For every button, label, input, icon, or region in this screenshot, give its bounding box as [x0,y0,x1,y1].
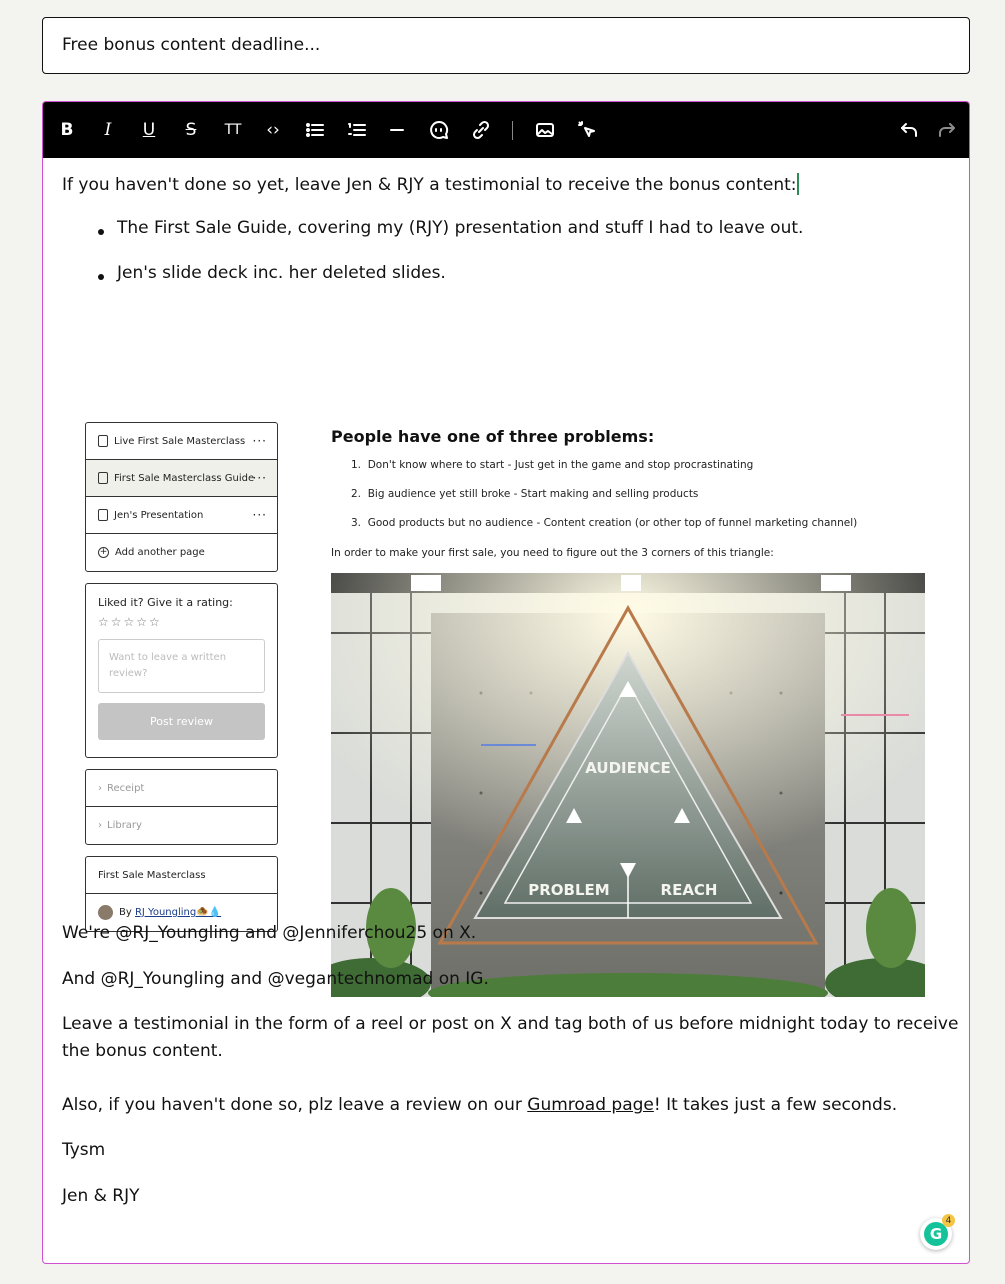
insert-button-button[interactable] [573,116,601,144]
code-button[interactable]: ‹› [266,120,280,140]
guide-heading: People have one of three problems: [331,427,655,446]
nav-links [85,769,278,845]
poster-audience-label: AUDIENCE [585,759,671,777]
rating-card [85,583,278,758]
avatar [98,905,113,920]
product-card [85,856,278,932]
rating-title: Liked it? Give it a rating: [98,596,233,609]
editor-toolbar [43,102,969,158]
page-label: First Sale Masterclass Guide [114,472,255,484]
star-rating[interactable]: ☆☆☆☆☆ [98,615,162,629]
undo-button[interactable] [895,116,923,144]
bullet-list-button[interactable] [301,116,329,144]
redo-button[interactable] [933,116,961,144]
problem-item [351,517,857,529]
poster-reach-label: REACH [660,881,718,899]
page-item[interactable] [86,460,277,497]
embedded-screenshot[interactable] [85,422,925,997]
grammarly-icon: G [924,1222,948,1246]
insert-image-button[interactable] [531,116,559,144]
page-item[interactable] [86,497,277,534]
triangle-note: In order to make your first sale, you need to figure out the 3 corners of this triangle: [331,547,774,559]
chevron-right-icon: › [98,820,102,831]
intro-text: If you haven't done so yet, leave Jen & RJY a testimonial to receive the bonus content: [62,175,797,195]
page-label: Jen's Presentation [114,509,204,521]
add-page-label: Add another page [115,547,205,558]
quote-bubble-icon [429,120,449,140]
video-page-icon [98,435,108,447]
bold-button[interactable]: B [60,120,74,140]
problem-text: Don't know where to start - Just get in the game and stop procrastinating [367,459,754,471]
thanks-paragraph: Tysm [62,1140,106,1160]
grammarly-badge: 4 [942,1214,955,1227]
problem-item [351,459,753,471]
bullet-list-icon [305,120,325,140]
list-item: The First Sale Guide, covering my (RJY) presentation and stuff I had to leave out. [117,218,804,238]
ig-handles-paragraph: And @RJ_Youngling and @vegantechnomad on IG. [62,969,489,989]
author-link[interactable]: RJ Youngling🧆💧 [134,907,222,918]
by-label: By [119,907,132,918]
receipt-link[interactable] [86,770,277,807]
quote-button[interactable] [425,116,453,144]
link-button[interactable] [467,116,495,144]
redo-icon [937,120,957,140]
receipt-label: Receipt [107,782,145,794]
horizontal-rule-button[interactable] [383,116,411,144]
strikethrough-button[interactable]: S [185,120,197,140]
text-caret [797,173,799,195]
product-name-label: First Sale Masterclass [98,869,206,881]
problem-number: 2. [351,488,362,500]
library-link[interactable] [86,807,277,844]
poster-problem-label: PROBLEM [528,881,610,899]
review-text-end: ! It takes just a few seconds. [653,1095,898,1115]
review-text: Also, if you haven't done so, plz leave a review on our [62,1095,528,1115]
problem-text: Good products but no audience - Content creation (or other top of funnel marketing channel) [367,517,858,529]
more-options-icon[interactable]: ··· [252,471,267,485]
numbered-list-button[interactable] [343,116,371,144]
review-paragraph [62,1095,897,1115]
italic-button[interactable]: I [104,120,112,140]
review-textarea[interactable]: Want to leave a written review? [98,639,265,693]
problem-number: 3. [351,517,362,529]
undo-icon [899,120,919,140]
horizontal-rule-icon [387,120,407,140]
x-handles-paragraph: We're @RJ_Youngling and @Jenniferchou25 on X. [62,923,477,943]
post-review-button[interactable]: Post review [98,703,265,740]
text-size-button[interactable]: TT [224,122,242,138]
problem-item [351,488,698,500]
more-options-icon[interactable]: ··· [252,434,267,448]
document-icon [98,472,108,484]
grammarly-button[interactable] [920,1215,952,1250]
more-options-icon[interactable]: ··· [252,508,267,522]
image-icon [535,120,555,140]
pages-list [85,422,278,572]
product-name [86,857,277,894]
cursor-click-icon [577,120,597,140]
signoff-paragraph: Jen & RJY [62,1186,140,1206]
page-label: Live First Sale Masterclass [114,435,246,447]
underline-button[interactable]: U [142,120,156,140]
testimonial-paragraph-line2: the bonus content. [62,1041,223,1061]
toolbar-separator [512,121,513,140]
link-icon [471,120,491,140]
list-item: Jen's slide deck inc. her deleted slides. [117,263,446,283]
gumroad-link[interactable]: Gumroad page [527,1095,654,1115]
testimonial-paragraph-line1: Leave a testimonial in the form of a reel or post on X and tag both of us before midnight today to receive [62,1014,959,1034]
intro-paragraph [62,173,799,195]
problem-text: Big audience yet still broke - Start making and selling products [367,488,699,500]
library-label: Library [107,820,142,831]
title-input[interactable] [42,17,970,74]
problem-number: 1. [351,459,362,471]
document-icon [98,509,108,521]
page-item[interactable] [86,423,277,460]
numbered-list-icon [347,120,367,140]
plus-circle-icon: + [99,547,108,557]
chevron-right-icon: › [98,782,102,794]
rich-text-editor[interactable] [42,101,970,1264]
add-page-button[interactable] [86,534,277,571]
